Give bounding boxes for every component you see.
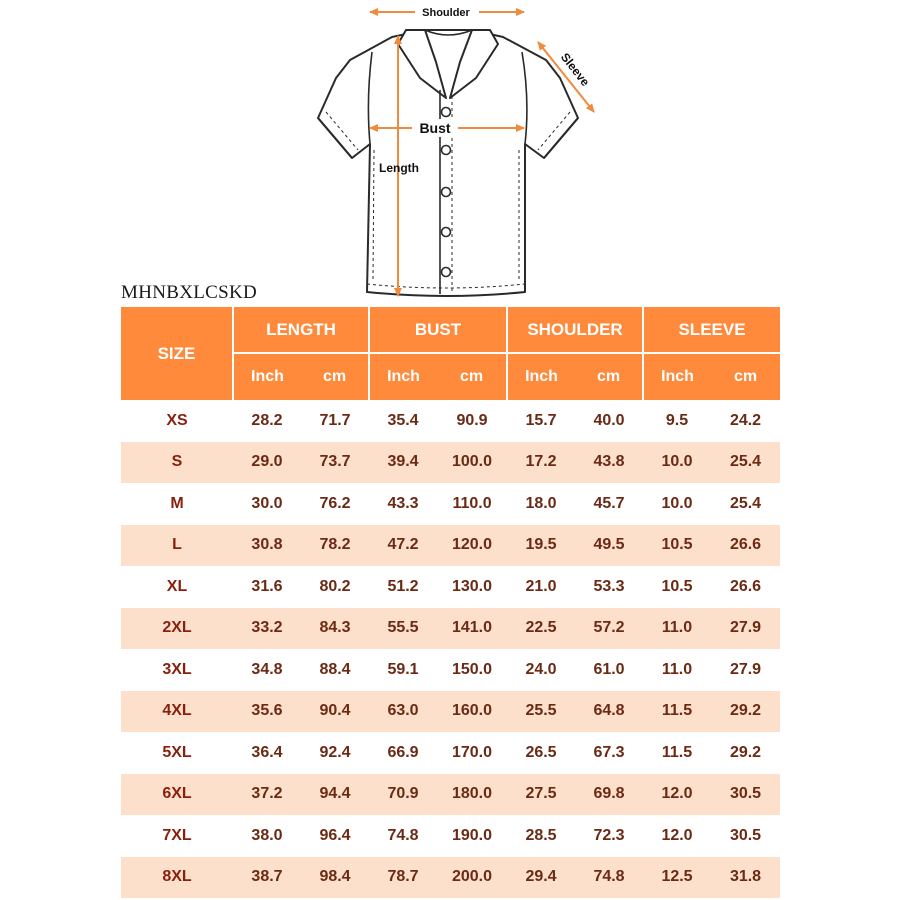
table-row	[121, 442, 780, 484]
measurement-cell: 29.4	[507, 857, 575, 899]
measurement-cell: 15.7	[507, 400, 575, 442]
shirt-outline-icon	[318, 30, 578, 296]
measurement-cell: 27.5	[507, 774, 575, 816]
measurement-cell: 10.0	[643, 442, 711, 484]
measurement-cell: 110.0	[437, 483, 507, 525]
unit-header: Inch	[233, 353, 301, 400]
measurement-cell: 170.0	[437, 732, 507, 774]
measurement-cell: 35.4	[369, 400, 437, 442]
measurement-cell: 66.9	[369, 732, 437, 774]
measurement-cell: 55.5	[369, 608, 437, 650]
measurement-cell: 40.0	[575, 400, 643, 442]
measurement-cell: 29.2	[711, 732, 780, 774]
measurement-cell: 78.2	[301, 525, 369, 567]
measurement-cell: 80.2	[301, 566, 369, 608]
measurement-cell: 25.5	[507, 691, 575, 733]
measurement-cell: 22.5	[507, 608, 575, 650]
measurement-cell: 84.3	[301, 608, 369, 650]
brand-name: MHNBXLCSKD	[121, 282, 258, 303]
measurement-cell: 190.0	[437, 815, 507, 857]
unit-header: cm	[437, 353, 507, 400]
measurement-cell: 27.9	[711, 649, 780, 691]
measurement-cell: 25.4	[711, 442, 780, 484]
measurement-cell: 100.0	[437, 442, 507, 484]
size-cell: XS	[121, 400, 233, 442]
size-table-body	[121, 400, 780, 898]
measurement-cell: 11.0	[643, 649, 711, 691]
shoulder-label: Shoulder	[422, 7, 470, 19]
measurement-cell: 141.0	[437, 608, 507, 650]
measurement-cell: 200.0	[437, 857, 507, 899]
measurement-cell: 43.3	[369, 483, 437, 525]
table-row	[121, 649, 780, 691]
size-column-header: SIZE	[121, 307, 233, 400]
measurement-cell: 18.0	[507, 483, 575, 525]
table-row	[121, 815, 780, 857]
measurement-cell: 150.0	[437, 649, 507, 691]
measurement-cell: 35.6	[233, 691, 301, 733]
measurement-cell: 43.8	[575, 442, 643, 484]
sleeve-header: SLEEVE	[643, 307, 780, 353]
size-cell: L	[121, 525, 233, 567]
measurement-cell: 61.0	[575, 649, 643, 691]
measurement-cell: 38.7	[233, 857, 301, 899]
measurement-cell: 11.0	[643, 608, 711, 650]
table-row	[121, 608, 780, 650]
measurement-cell: 11.5	[643, 732, 711, 774]
size-cell: 3XL	[121, 649, 233, 691]
measurement-cell: 26.6	[711, 566, 780, 608]
size-cell: 7XL	[121, 815, 233, 857]
measurement-cell: 71.7	[301, 400, 369, 442]
measurement-cell: 36.4	[233, 732, 301, 774]
measurement-cell: 38.0	[233, 815, 301, 857]
measurement-cell: 26.6	[711, 525, 780, 567]
measurement-cell: 10.5	[643, 525, 711, 567]
size-cell: 4XL	[121, 691, 233, 733]
unit-header: cm	[575, 353, 643, 400]
bust-header: BUST	[369, 307, 507, 353]
measurement-cell: 17.2	[507, 442, 575, 484]
size-cell: 6XL	[121, 774, 233, 816]
measurement-cell: 72.3	[575, 815, 643, 857]
measurement-cell: 51.2	[369, 566, 437, 608]
measurement-cell: 10.0	[643, 483, 711, 525]
unit-header: Inch	[507, 353, 575, 400]
bust-label: Bust	[419, 120, 451, 136]
table-row	[121, 732, 780, 774]
size-chart-table	[121, 307, 780, 898]
measurement-cell: 70.9	[369, 774, 437, 816]
measurement-cell: 59.1	[369, 649, 437, 691]
size-cell: S	[121, 442, 233, 484]
unit-header: Inch	[643, 353, 711, 400]
measurement-cell: 73.7	[301, 442, 369, 484]
measurement-cell: 28.2	[233, 400, 301, 442]
measurement-cell: 39.4	[369, 442, 437, 484]
measurement-cell: 98.4	[301, 857, 369, 899]
measurement-cell: 10.5	[643, 566, 711, 608]
size-cell: 5XL	[121, 732, 233, 774]
measurement-cell: 120.0	[437, 525, 507, 567]
measurement-cell: 37.2	[233, 774, 301, 816]
measurement-cell: 74.8	[575, 857, 643, 899]
measurement-cell: 92.4	[301, 732, 369, 774]
table-row	[121, 691, 780, 733]
measurement-cell: 57.2	[575, 608, 643, 650]
measurement-cell: 24.0	[507, 649, 575, 691]
measurement-cell: 78.7	[369, 857, 437, 899]
size-cell: 2XL	[121, 608, 233, 650]
measurement-cell: 74.8	[369, 815, 437, 857]
table-row	[121, 857, 780, 899]
measurement-cell: 30.5	[711, 774, 780, 816]
table-row	[121, 525, 780, 567]
measurement-cell: 31.6	[233, 566, 301, 608]
measurement-cell: 31.8	[711, 857, 780, 899]
measurement-cell: 29.2	[711, 691, 780, 733]
measurement-cell: 76.2	[301, 483, 369, 525]
size-cell: M	[121, 483, 233, 525]
measurement-cell: 9.5	[643, 400, 711, 442]
measurement-cell: 33.2	[233, 608, 301, 650]
size-cell: 8XL	[121, 857, 233, 899]
measurement-cell: 11.5	[643, 691, 711, 733]
shoulder-header: SHOULDER	[507, 307, 643, 353]
measurement-cell: 29.0	[233, 442, 301, 484]
size-cell: XL	[121, 566, 233, 608]
measurement-cell: 26.5	[507, 732, 575, 774]
sleeve-label: Sleeve	[557, 50, 593, 89]
measurement-cell: 28.5	[507, 815, 575, 857]
measurement-cell: 88.4	[301, 649, 369, 691]
table-header-groups	[121, 307, 780, 353]
measurement-cell: 64.8	[575, 691, 643, 733]
measurement-cell: 12.0	[643, 774, 711, 816]
length-label: Length	[379, 161, 419, 175]
measurement-cell: 94.4	[301, 774, 369, 816]
shirt-measurement-diagram	[0, 0, 900, 305]
measurement-cell: 67.3	[575, 732, 643, 774]
unit-header: cm	[301, 353, 369, 400]
measurement-cell: 69.8	[575, 774, 643, 816]
table-row	[121, 566, 780, 608]
measurement-cell: 96.4	[301, 815, 369, 857]
measurement-cell: 30.8	[233, 525, 301, 567]
table-row	[121, 774, 780, 816]
measurement-cell: 25.4	[711, 483, 780, 525]
unit-header: Inch	[369, 353, 437, 400]
measurement-cell: 49.5	[575, 525, 643, 567]
measurement-cell: 90.9	[437, 400, 507, 442]
measurement-cell: 47.2	[369, 525, 437, 567]
measurement-cell: 21.0	[507, 566, 575, 608]
measurement-cell: 30.0	[233, 483, 301, 525]
measurement-cell: 53.3	[575, 566, 643, 608]
measurement-cell: 34.8	[233, 649, 301, 691]
measurement-cell: 130.0	[437, 566, 507, 608]
measurement-cell: 12.5	[643, 857, 711, 899]
measurement-cell: 19.5	[507, 525, 575, 567]
measurement-cell: 12.0	[643, 815, 711, 857]
measurement-cell: 180.0	[437, 774, 507, 816]
length-header: LENGTH	[233, 307, 369, 353]
unit-header: cm	[711, 353, 780, 400]
table-row	[121, 400, 780, 442]
measurement-cell: 30.5	[711, 815, 780, 857]
measurement-cell: 45.7	[575, 483, 643, 525]
table-row	[121, 483, 780, 525]
measurement-cell: 90.4	[301, 691, 369, 733]
measurement-cell: 24.2	[711, 400, 780, 442]
measurement-cell: 63.0	[369, 691, 437, 733]
measurement-cell: 27.9	[711, 608, 780, 650]
measurement-cell: 160.0	[437, 691, 507, 733]
